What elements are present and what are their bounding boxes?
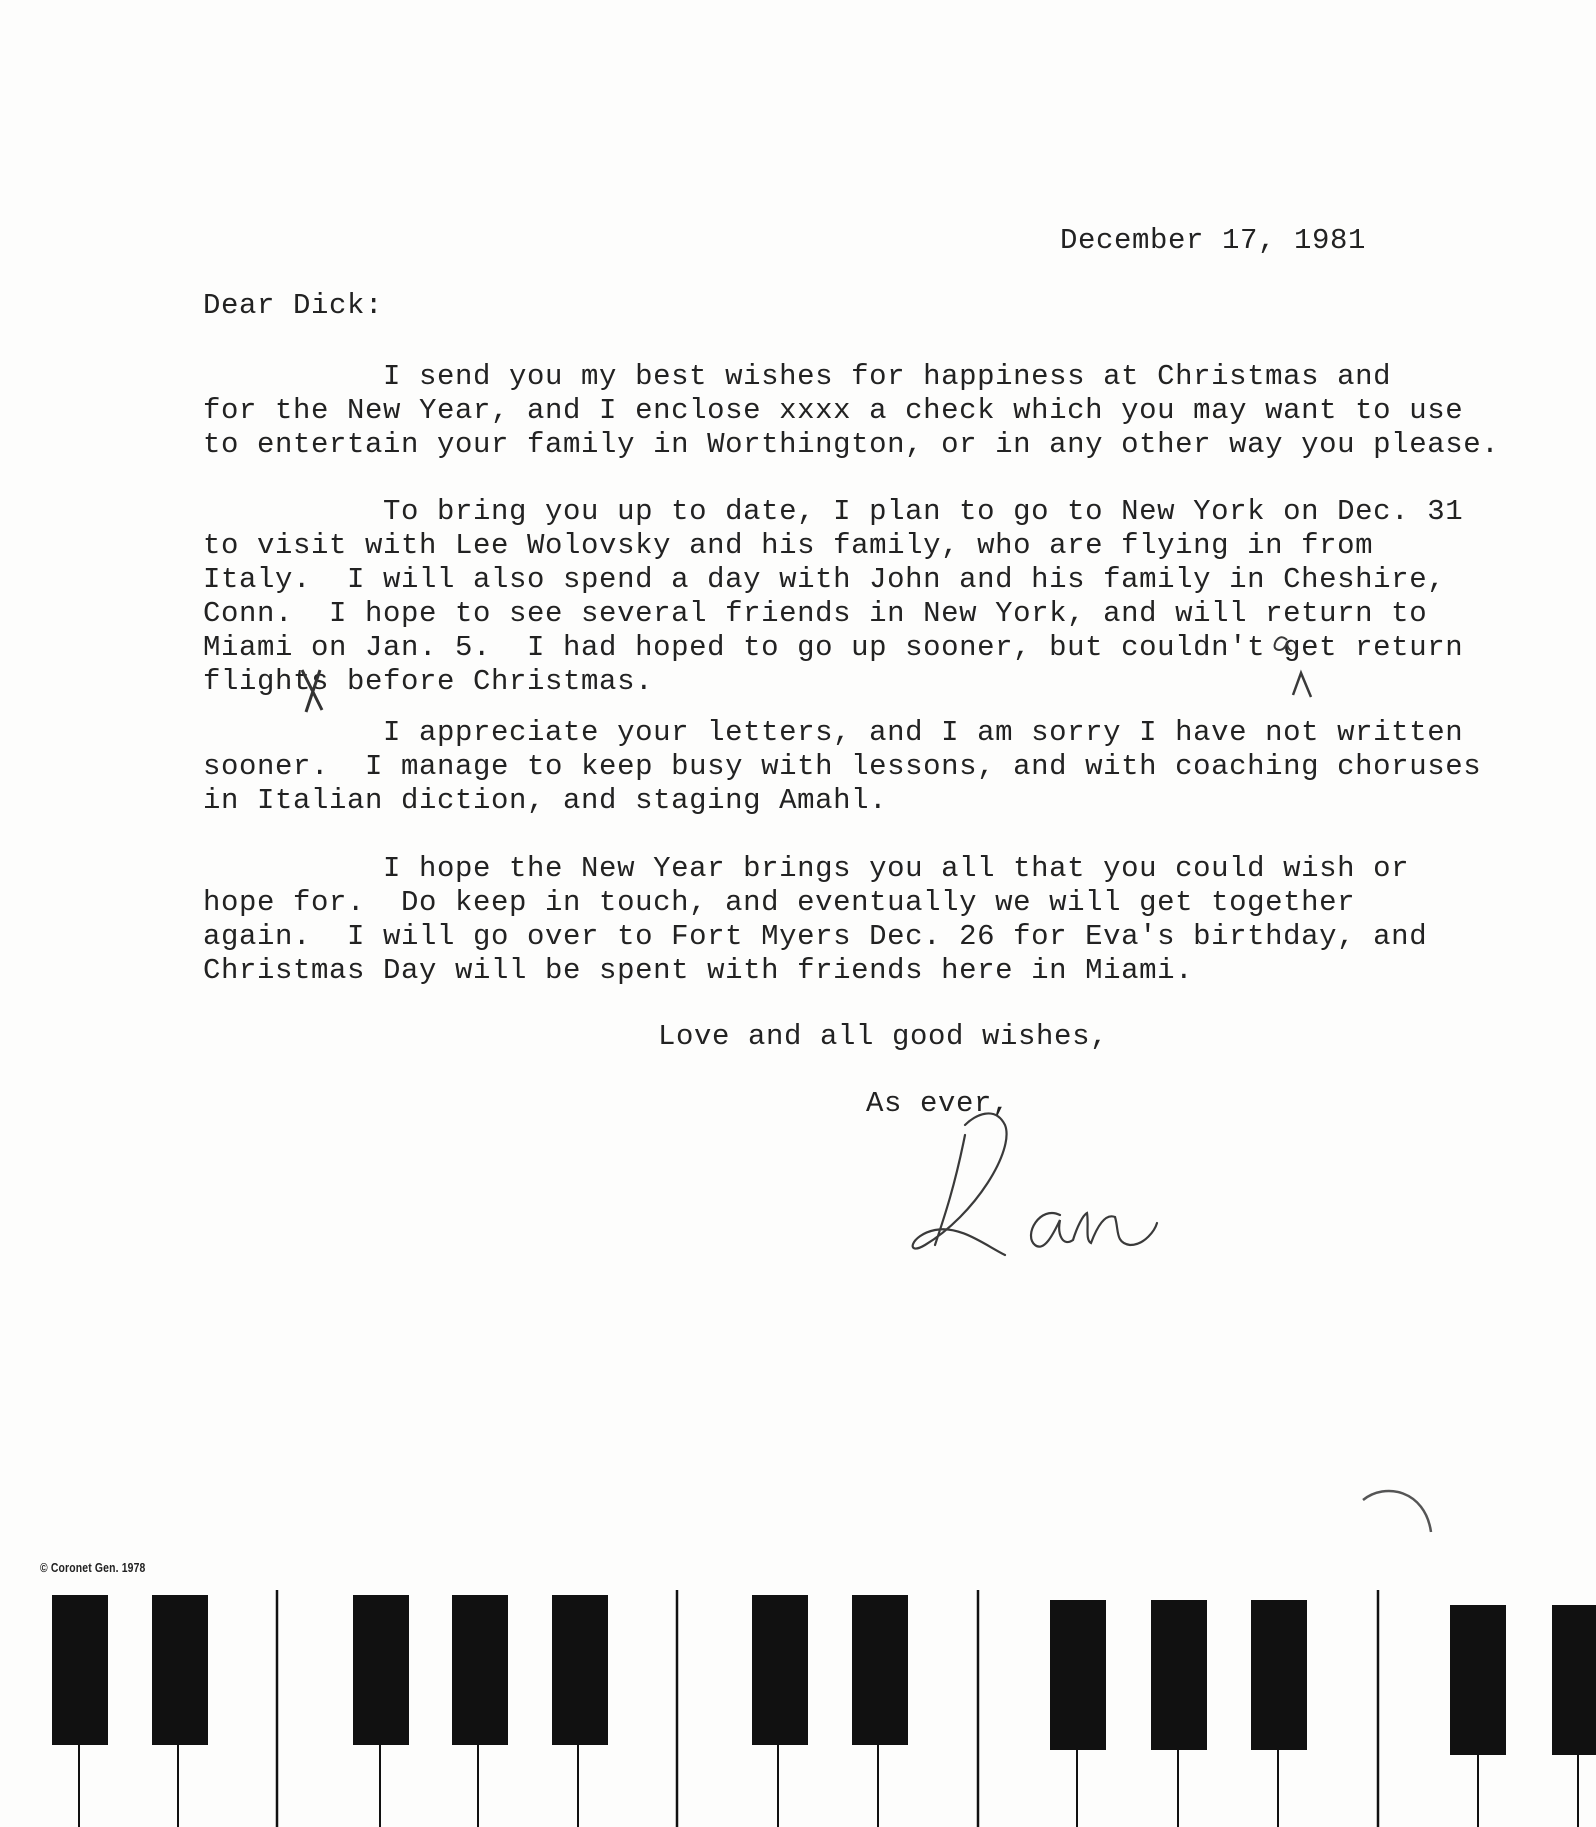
paragraph-line: again. I will go over to Fort Myers Dec. 26 for Eva's birthday, and — [203, 920, 1428, 953]
black-key — [1552, 1605, 1596, 1755]
black-key — [353, 1595, 409, 1745]
black-key — [1050, 1600, 1106, 1750]
paragraph-line: flights before Christmas. — [203, 665, 654, 698]
black-key — [1450, 1605, 1506, 1755]
paragraph-line: Miami on Jan. 5. I had hoped to go up sooner, but couldn't get return — [203, 631, 1464, 664]
closing-line: Love and all good wishes, — [658, 1020, 1109, 1053]
paragraph-line: I appreciate your letters, and I am sorry I have not written — [203, 716, 1464, 749]
paragraph-line: sooner. I manage to keep busy with lessons, and with coaching choruses — [203, 750, 1482, 783]
paragraph-line: for the New Year, and I enclose xxxx a check which you may want to use — [203, 394, 1464, 427]
body-paragraph-1 — [203, 360, 1499, 462]
black-key — [752, 1595, 808, 1745]
copyright-notice: © Coronet Gen. 1978 — [40, 1560, 146, 1575]
salutation: Dear Dick: — [203, 289, 384, 322]
paragraph-line: to entertain your family in Worthington, or in any other way you please. — [203, 428, 1500, 461]
black-key — [452, 1595, 508, 1745]
black-key — [1151, 1600, 1207, 1750]
body-paragraph-3 — [203, 716, 1481, 818]
piano-keyboard-graphic — [0, 1590, 1596, 1827]
paragraph-line: I send you my best wishes for happiness at Christmas and — [203, 360, 1392, 393]
paragraph-line: hope for. Do keep in touch, and eventually we will get together — [203, 886, 1356, 919]
black-key — [152, 1595, 208, 1745]
body-paragraph-4 — [203, 852, 1427, 988]
black-key — [852, 1595, 908, 1745]
paragraph-line: To bring you up to date, I plan to go to New York on Dec. 31 — [203, 495, 1464, 528]
paragraph-line: Italy. I will also spend a day with John and his family in Cheshire, — [203, 563, 1446, 596]
paragraph-line: to visit with Lee Wolovsky and his family, who are flying in from — [203, 529, 1374, 562]
handwritten-signature — [905, 1095, 1165, 1275]
letter-date: December 17, 1981 — [1060, 224, 1367, 257]
paragraph-line: Conn. I hope to see several friends in New York, and will return to — [203, 597, 1428, 630]
black-key — [52, 1595, 108, 1745]
black-key — [552, 1595, 608, 1745]
paragraph-line: Christmas Day will be spent with friends here in Miami. — [203, 954, 1194, 987]
black-key — [1251, 1600, 1307, 1750]
punch-hole-mark — [1355, 1486, 1445, 1576]
paragraph-line: I hope the New Year brings you all that you could wish or — [203, 852, 1410, 885]
paragraph-line: in Italian diction, and staging Amahl. — [203, 784, 888, 817]
body-paragraph-2 — [203, 495, 1463, 699]
valediction: As ever, — [866, 1087, 1011, 1120]
